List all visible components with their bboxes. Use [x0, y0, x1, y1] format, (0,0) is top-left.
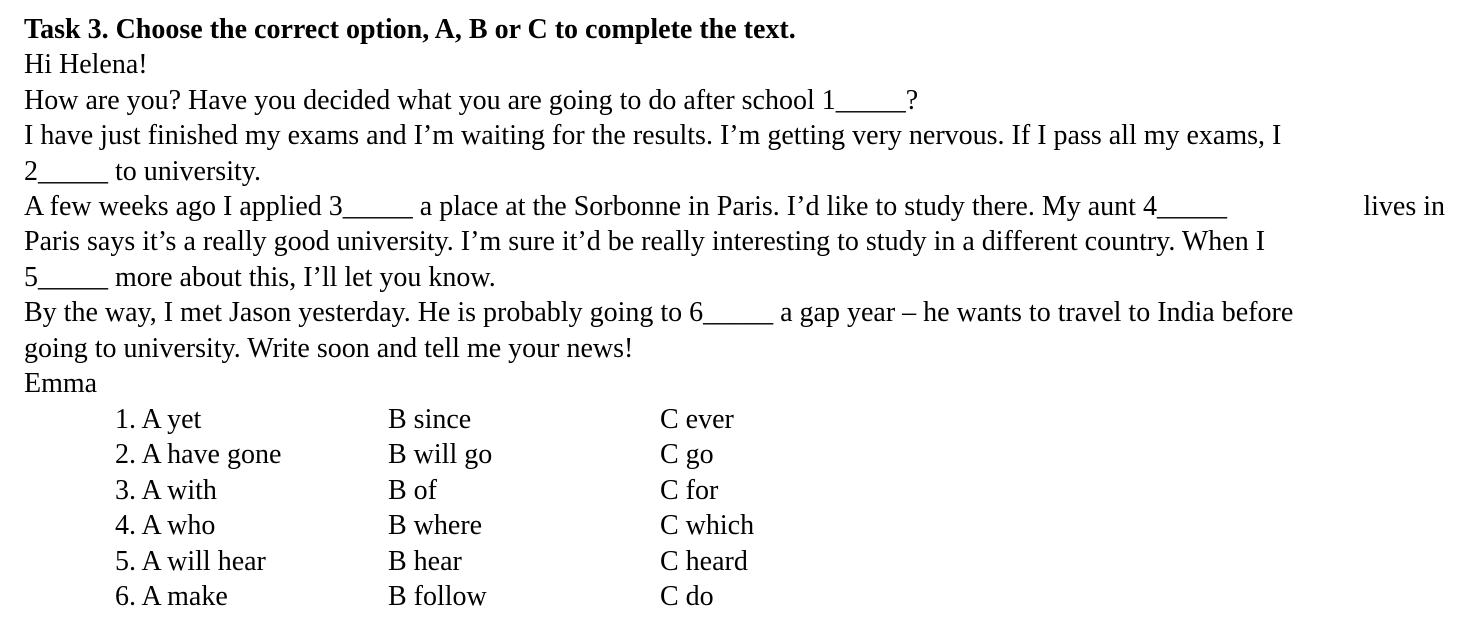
option-row: [115, 544, 860, 579]
letter-greeting: Hi Helena!: [24, 49, 148, 81]
option-a: 3. A with: [115, 474, 217, 506]
letter-line-4-left: A few weeks ago I applied 3_____ a place at the Sorbonne in Paris. I’d like to study there. My aunt 4_____: [24, 190, 1227, 222]
letter-line-4-right: lives in: [1363, 190, 1445, 222]
letter-line-2: I have just finished my exams and I’m waiting for the results. I’m getting very nervous. If I pass all my exams, I: [24, 120, 1282, 152]
option-b: B of: [388, 474, 437, 506]
option-c: C ever: [660, 404, 734, 435]
option-a: 4. A who: [115, 510, 216, 542]
option-b: B will go: [388, 439, 493, 471]
letter-line-3: 2_____ to university.: [24, 155, 261, 187]
option-row: [115, 473, 860, 508]
task-title: Task 3. Choose the correct option, A, B or C to complete the text.: [24, 14, 796, 45]
option-row: [115, 508, 860, 543]
letter-line-4: [24, 189, 1445, 224]
option-a: 2. A have gone: [115, 439, 282, 471]
option-row: [115, 579, 860, 614]
option-c: C do: [660, 580, 714, 612]
document-body: [24, 12, 1454, 401]
letter-line-8: going to university. Write soon and tell me your news!: [24, 332, 634, 364]
option-row: [115, 437, 860, 472]
option-c: C which: [660, 510, 755, 542]
option-b: B where: [388, 510, 483, 542]
letter-line-7: By the way, I met Jason yesterday. He is probably going to 6_____ a gap year – he wants to travel to India before: [24, 297, 1294, 329]
letter-signature: Emma: [24, 367, 98, 399]
option-c: C for: [660, 474, 719, 506]
option-a: 1. A yet: [115, 404, 202, 435]
option-c: C go: [660, 439, 714, 471]
option-b: B follow: [388, 580, 487, 612]
answer-options: [115, 402, 860, 614]
letter-line-6: 5_____ more about this, I’ll let you know.: [24, 261, 496, 293]
option-a: 6. A make: [115, 580, 228, 612]
option-row: [115, 402, 860, 437]
letter-line-1: How are you? Have you decided what you are going to do after school 1_____?: [24, 84, 919, 116]
option-b: B hear: [388, 545, 462, 577]
option-c: C heard: [660, 545, 748, 577]
option-a: 5. A will hear: [115, 545, 266, 577]
option-b: B since: [388, 404, 472, 435]
letter-line-5: Paris says it’s a really good university. I’m sure it’d be really interesting to study in a different country. When I: [24, 226, 1266, 258]
